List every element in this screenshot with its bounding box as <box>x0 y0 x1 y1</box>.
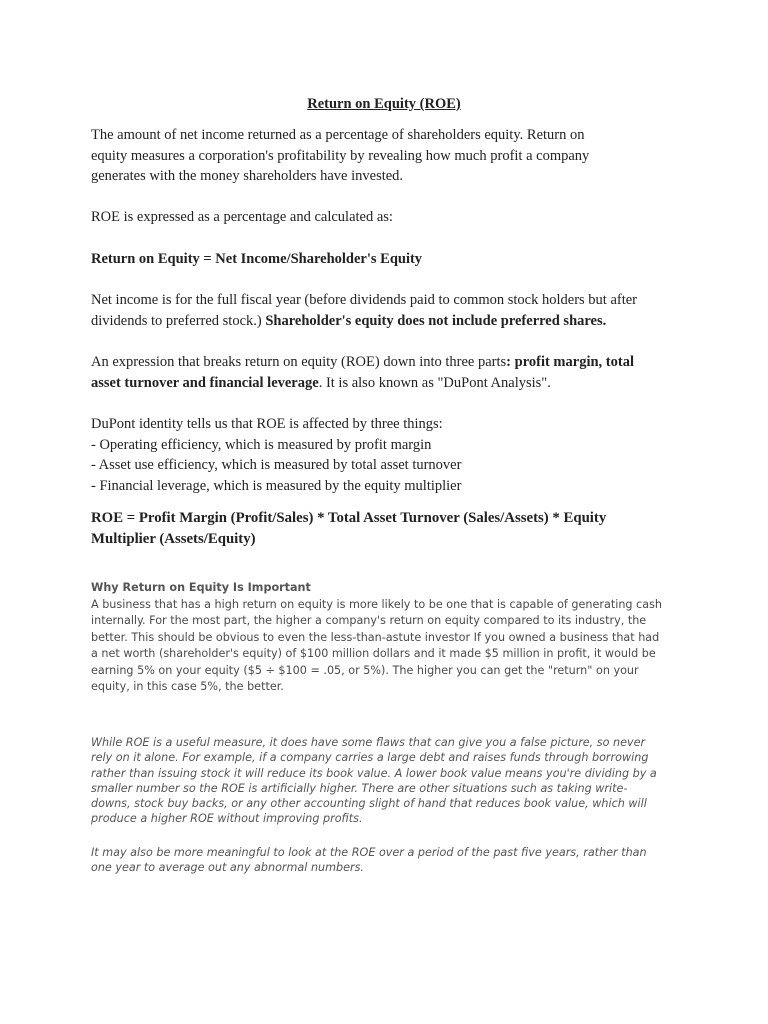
list-item: - Operating efficiency, which is measured by profit margin <box>91 436 432 453</box>
list-item: - Asset use efficiency, which is measured by total asset turnover <box>91 457 462 473</box>
dupont-identity-list <box>91 414 671 496</box>
why-line: earning 5% on your equity ($5 ÷ $100 = .05, or 5%). The higher you can get the "return" on your <box>91 663 639 677</box>
why-line: A business that has a high return on equity is more likely to be one that is capable of generating cash <box>91 597 662 611</box>
intro-line: equity measures a corporation's profitability by revealing how much profit a company <box>91 147 590 164</box>
formula-line: Multiplier (Assets/Equity) <box>91 531 256 547</box>
formula-net-income: Return on Equity = Net Income/Shareholder's Equity <box>91 251 423 267</box>
why-line: equity, in this case 5%, the better. <box>91 680 284 693</box>
dupont-paragraph <box>91 352 691 393</box>
section-heading: Why Return on Equity Is Important <box>91 581 311 594</box>
dupont-plain: . It is also known as "DuPont Analysis". <box>318 374 551 391</box>
flaws-line: produce a higher ROE without improving profits. <box>91 812 363 826</box>
meaningful-paragraph <box>91 845 691 876</box>
why-line: internally. For the most part, the higher a company's return on equity compared to its industry, the <box>91 614 647 627</box>
why-line: a net worth (shareholder's equity) of $100 million dollars and it made $5 million in profit, it would be <box>91 647 656 660</box>
dupont-line <box>91 352 691 373</box>
intro-paragraph <box>91 125 671 187</box>
dupont-plain: An expression that breaks return on equity (ROE) down into three parts <box>91 354 507 370</box>
net-income-line: Net income is for the full fiscal year (before dividends paid to common stock holders but after <box>91 292 638 308</box>
flaws-paragraph <box>91 735 691 827</box>
dupont-parts: : profit margin, total <box>506 354 634 370</box>
why-important-section <box>91 580 691 696</box>
formula-line: ROE = Profit Margin (Profit/Sales) * Total Asset Turnover (Sales/Assets) * Equity <box>91 510 607 526</box>
net-income-paragraph <box>91 290 691 331</box>
expressed-paragraph: ROE is expressed as a percentage and calculated as: <box>91 209 393 225</box>
flaws-line: rather than issuing stock it will reduce its book value. A lower book value means you're dividing by a <box>91 766 657 780</box>
formula-dupont <box>91 508 691 550</box>
net-income-line <box>91 311 691 332</box>
flaws-line: smaller number so the ROE is artificially higher. There are other situations such as taking write- <box>91 781 628 795</box>
dupont-line <box>91 373 691 394</box>
dupont-parts: asset turnover and financial leverage <box>91 374 319 391</box>
why-line: better. This should be obvious to even the less-than-astute investor If you owned a business that had <box>91 630 660 644</box>
net-income-plain: dividends to preferred stock.) <box>91 312 266 329</box>
flaws-line: rely on it alone. For example, if a company carries a large debt and raises funds through borrowing <box>91 751 649 765</box>
flaws-line: downs, stock buy backs, or any other accounting slight of hand that reduces book value, which will <box>91 797 647 811</box>
meaningful-line: one year to average out any abnormal numbers. <box>91 861 364 875</box>
intro-line: The amount of net income returned as a percentage of shareholders equity. Return on <box>91 127 585 143</box>
meaningful-line: It may also be more meaningful to look at the ROE over a period of the past five years, rather than <box>91 846 647 859</box>
preferred-shares-note: Shareholder's equity does not include preferred shares. <box>265 312 607 329</box>
identity-intro: DuPont identity tells us that ROE is affected by three things: <box>91 416 443 432</box>
intro-line: generates with the money shareholders have invested. <box>91 168 404 184</box>
flaws-line: While ROE is a useful measure, it does have some flaws that can give you a false picture, so never <box>91 736 646 749</box>
list-item: - Financial leverage, which is measured by the equity multiplier <box>91 477 462 494</box>
page-title: Return on Equity (ROE) <box>307 96 461 112</box>
